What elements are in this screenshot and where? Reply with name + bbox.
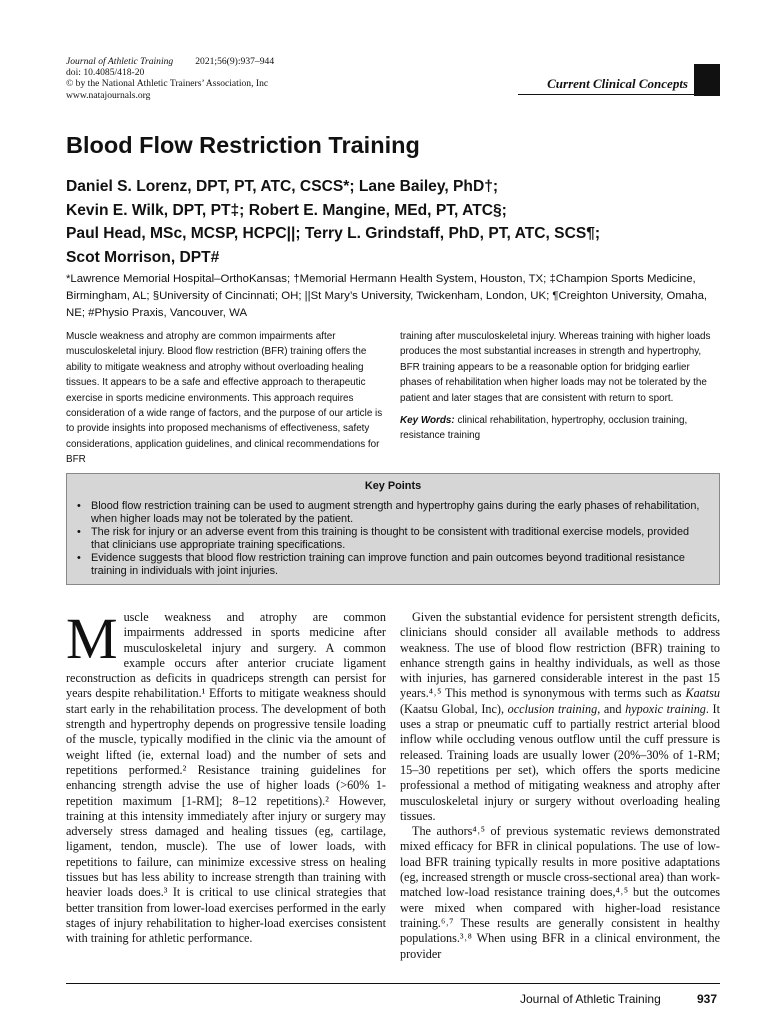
key-point-text: The risk for injury or an adverse event from this training is thought to be consistent with traditional exercise models, provided that clinicians use appropriate training specifications. — [91, 526, 690, 551]
author-list — [66, 175, 600, 269]
abstract-right-column — [400, 329, 720, 444]
bullet-icon: • — [77, 526, 81, 538]
journal-name: Journal of Athletic Training — [66, 56, 174, 67]
body-paragraph: The authors⁴˒⁵ of previous systematic reviews demonstrated mixed efficacy for BFR in clinical populations. The use of low-load BFR training typically results in more positive adaptations (eg, increased strength or muscle cross-sectional area) than work-matched low-load resistance training does,⁴˒⁵ but the outcomes were mixed when compared with higher-load resistance training.⁶˒⁷ These results are generally consistent in healthy populations.³˒⁸ When using BFR in a clinical environment, the provider — [400, 824, 720, 961]
body-term: Kaatsu — [685, 686, 720, 701]
key-point — [77, 552, 709, 578]
section-tag: Current Clinical Concepts — [547, 76, 688, 91]
key-point — [77, 500, 709, 526]
doi: doi: 10.4085/418-20 — [66, 67, 145, 79]
footer-rule — [66, 983, 720, 984]
author-line: Kevin E. Wilk, DPT, PT‡; Robert E. Mangine, MEd, PT, ATC§; — [66, 201, 507, 219]
key-point-text: Evidence suggests that blood flow restriction training can improve function and pain outcomes beyond traditional resistance training in individuals with joint injuries. — [91, 552, 685, 577]
body-term: occlusion training — [507, 701, 598, 716]
body-text: . It uses a strap or pneumatic cuff to partially restrict arterial blood inflow while occluding venous outflow until the cuff pressure is released. Training loads are usually lower (20%–30% of 1-RM; 15–30 repetitions per set), which offers the sports medicine professional a method of mitigating weakness and atrophy after musculoskeletal injury or surgery without overloading healing tissues. — [400, 701, 720, 823]
keywords — [400, 413, 720, 444]
body-column-left — [66, 606, 386, 947]
journal-citation: 2021;56(9):937–944 — [195, 56, 275, 67]
key-point — [77, 526, 709, 552]
keywords-text: clinical rehabilitation, hypertrophy, occlusion training, resistance training — [400, 415, 688, 442]
author-line: Scot Morrison, DPT# — [66, 248, 220, 266]
key-points-title: Key Points — [364, 480, 422, 492]
abstract-right: training after musculoskeletal injury. Whereas training with higher loads produces the most substantial increases in strength and hypertrophy, BFR training appears to be a reasonable option for bridging earlier phases of rehabilitation when higher loads may not be tolerated by the patient and later stages that are consistent with return to sport. — [400, 331, 711, 404]
section-rule — [518, 94, 694, 95]
abstract-left: Muscle weakness and atrophy are common impairments after musculoskeletal injury. Blood flow restriction (BFR) training offers the ability to mitigate weakness and atrophy without overloading healing tissues. It appears to be a safe and effective approach to therapeutic exercise in sports medicine environments. This approach requires consideration of a wide range of factors, and the purpose of our article is to provide insights into proposed mechanisms of effectiveness, safety considerations, application guidelines, and clinical recommendations for BFR — [66, 331, 383, 466]
body-column-right — [400, 610, 720, 962]
body-text: Given the substantial evidence for persistent strength deficits, clinicians should consider all available methods to address weakness. The use of blood flow restriction (BFR) training to enhance strength gains in healthy individuals, as well as those with injuries, has garnered considerable interest in the past 15 years.⁴˒⁵ This method is synonymous with terms such as — [400, 610, 720, 701]
keywords-label: Key Words: — [400, 415, 455, 427]
body-text: (Kaatsu Global, Inc), — [400, 701, 508, 716]
key-points-box — [66, 473, 720, 585]
journal-meta — [66, 56, 274, 101]
body-text: , and — [597, 701, 626, 716]
journal-line — [66, 56, 274, 67]
body-paragraph — [400, 610, 720, 824]
footer-journal: Journal of Athletic Training — [520, 992, 661, 1006]
bullet-icon: • — [77, 552, 81, 564]
journal-url: www.natajournals.org — [66, 89, 151, 101]
article-title: Blood Flow Restriction Training — [66, 132, 420, 158]
section-block — [694, 64, 720, 96]
drop-cap: M — [66, 606, 118, 671]
body-paragraph: uscle weakness and atrophy are common impairments addressed in sports medicine after musculoskeletal injury and surgery. A common example occurs after anterior cruciate ligament reconstruction as deficits in quadriceps strength can persist for years despite rehabilitation.¹ Efforts to mitigate weakness should start early in the rehabilitation process. The development of both strength and hypertrophy depends on progressive tensile loading of the muscle, typically modified in the clinic via the amount of weight lifted (ie, external load) and the number of sets and repetitions performed.² Resistance training guidelines for enhancing strength advise the use of higher loads (>60% 1-repetition maximum [1-RM]; 8–12 repetitions).² However, training at this intensity immediately after injury or surgery may adversely stress damaged and healing tissues (eg, cartilage, ligament, tendon, muscle). The use of lower loads, with repetitions to failure, can minimize excessive stress on healing tissues but has less ability to increase strength than training with heavier loads does.³ It is critical to use clinical strategies that better transition from lower-load exercises performed in the early stages of injury rehabilitation to higher-load exercises consistent with training for athletic performance. — [66, 610, 386, 946]
affiliations: *Lawrence Memorial Hospital–OrthoKansas; †Memorial Hermann Health System, Houston, TX; ‡Champion Sports Medicine, Birmingham, AL; §University of Cincinnati; OH; ||St Mary’s University, Twickenham, London, UK; ¶Creighton University, Omaha, NE; #Physio Praxis, Vancouver, WA — [66, 273, 708, 319]
body-term: hypoxic training — [625, 701, 706, 716]
author-line: Paul Head, MSc, MCSP, HCPC||; Terry L. Grindstaff, PhD, PT, ATC, SCS¶; — [66, 225, 601, 242]
key-points-list — [77, 500, 709, 578]
key-point-text: Blood flow restriction training can be used to augment strength and hypertrophy gains during the early phases of rehabilitation, when higher loads may not be tolerated by the patient. — [91, 500, 700, 525]
author-line: Daniel S. Lorenz, DPT, PT, ATC, CSCS*; Lane Bailey, PhD†; — [66, 178, 499, 195]
copyright: © by the National Athletic Trainers’ Association, Inc — [66, 78, 269, 90]
bullet-icon: • — [77, 500, 81, 512]
page-number: 937 — [697, 992, 718, 1006]
